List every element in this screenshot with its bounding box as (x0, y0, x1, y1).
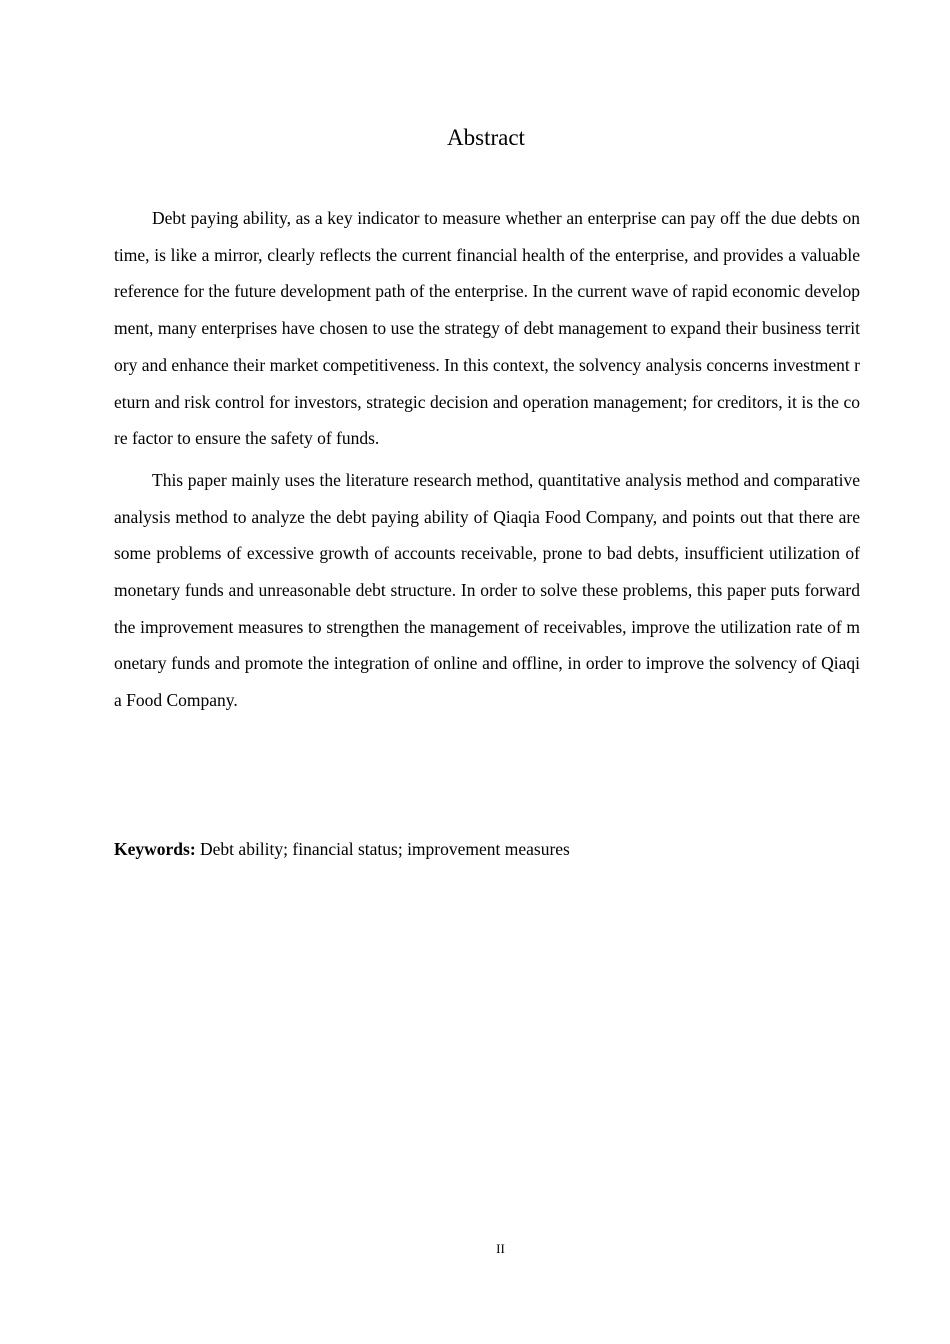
abstract-paragraph-1-text: Debt paying ability, as a key indicator to measure whether an enterprise can pay off the due debts on time, is like a mirror, clearly reflects the current financial health of the enterprise, and provides a valuable reference for the future development path of the enterprise. In the current wave of rapid economic development, many enterprises have chosen to use the strategy of debt management to expand their business territory and enhance their market competitiveness. In this context, the solvency analysis concerns investment return and risk control for investors, strategic decision and operation management; for creditors, it is the core factor to ensure the safety of funds. (114, 208, 860, 449)
abstract-title: Abstract (447, 125, 525, 150)
keywords-label: Keywords: (114, 839, 196, 859)
abstract-paragraph-2-text: This paper mainly uses the literature research method, quantitative analysis method and comparative analysis method to analyze the debt paying ability of Qiaqia Food Company, and points out that there are some problems of excessive growth of accounts receivable, prone to bad debts, insufficient utilization of monetary funds and unreasonable debt structure. In order to solve these problems, this paper puts forward the improvement measures to strengthen the management of receivables, improve the utilization rate of monetary funds and promote the integration of online and offline, in order to improve the solvency of Qiaqia Food Company. (114, 469, 860, 711)
abstract-paragraph-1 (114, 200, 860, 457)
abstract-body (114, 200, 860, 719)
page-number: II (496, 1241, 505, 1256)
abstract-paragraph-2 (114, 462, 860, 719)
keywords-line (114, 836, 860, 862)
keywords-value: Debt ability; financial status; improvement measures (195, 839, 570, 859)
